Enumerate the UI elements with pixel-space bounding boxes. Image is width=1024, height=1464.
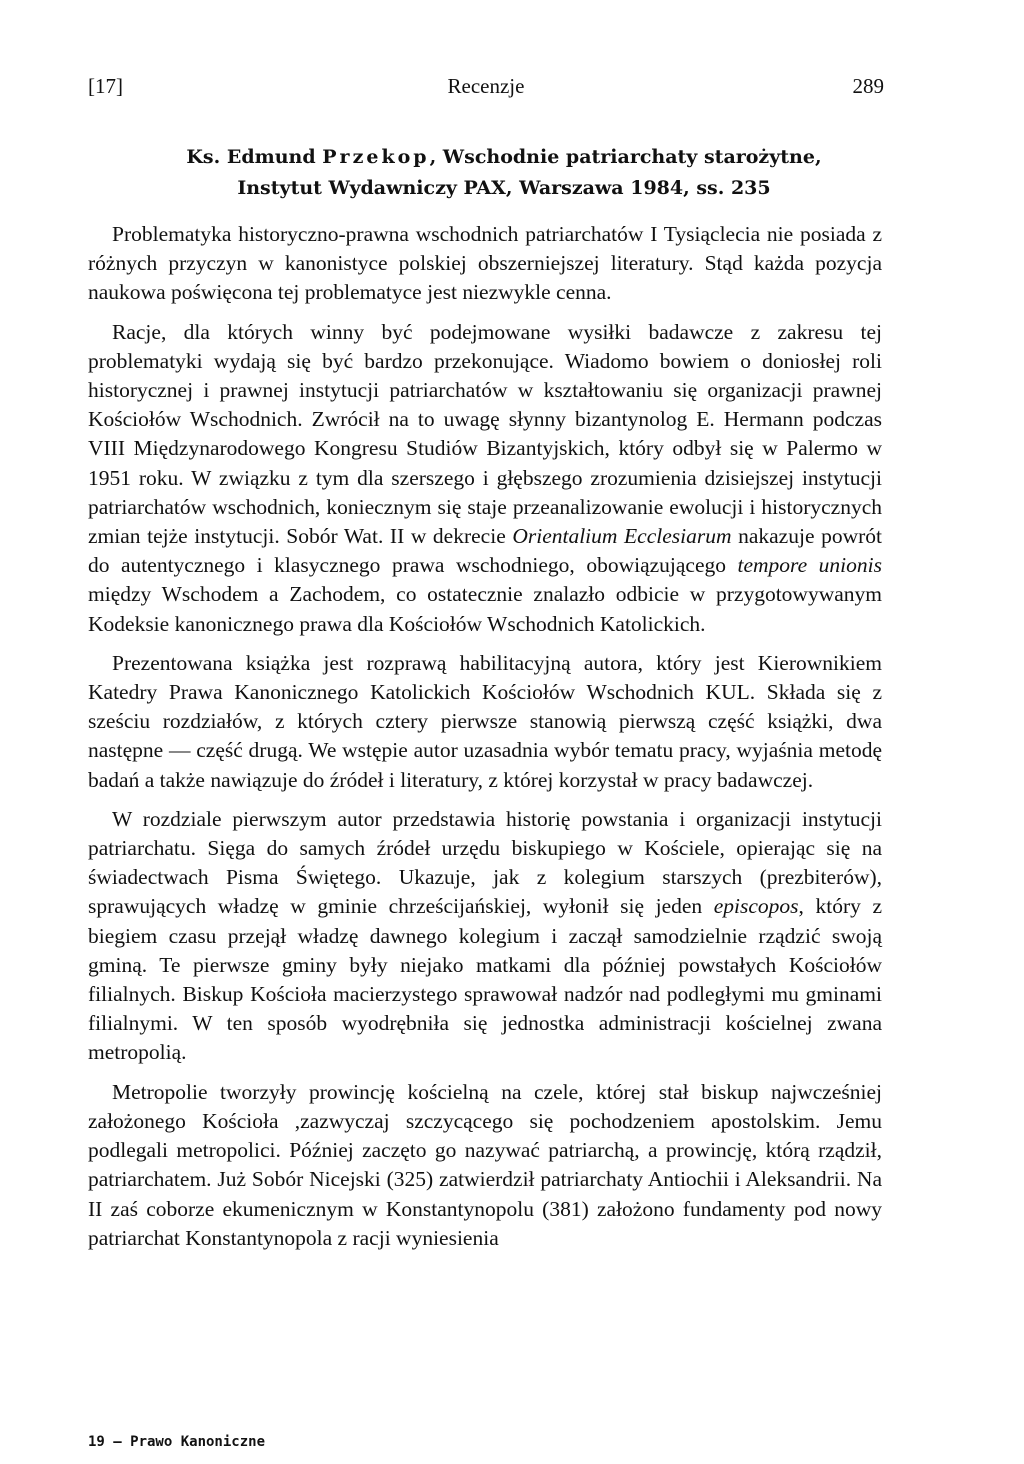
decree-title: Orientalium Ecclesiarum <box>512 524 732 549</box>
paragraph-4-text-a: W rozdziale pierwszym autor przedstawia historię powstania i organizacji instytucji patriarchatu. Sięga do samych źródeł urzędu biskupiego w Kościele, opierając się na świadectwach Pisma Świętego. Ukazuje, jak z kolegium starszych (prezbiterów), sprawujących władzę w gminie chrześcijańskiej, wyłonił się jeden <box>88 806 882 919</box>
paragraph-3: Prezentowana książka jest rozprawą habilitacyjną autora, który jest Kierownikiem Katedry Prawa Kanonicznego Katolickich Kościołów Wschodnich KUL. Składa się z sześciu rozdziałów, z których cztery pierwsze stanowią pierwszą część książki, dwa następne — część drugą. We wstępie autor uzasadnia wybór tematu pracy, wyjaśnia metodę badań a także nawiązuje do źródeł i literatury, z której korzystał w pracy badawczej. <box>88 650 882 792</box>
paragraph-1: Problematyka historyczno-prawna wschodnich patriarchatów I Tysiąclecia nie posiada z różnych przyczyn w kanonistyce polskiej obszerniejszej literatury. Stąd każda pozycja naukowa poświęcona tej problematyce jest niezwykle cenna. <box>88 222 882 305</box>
paragraph-2-text-a: Racje, dla których winny być podejmowane wysiłki badawcze z zakresu tej problematyki wydają się być bardzo przekonujące. Wiadomo bowiem o doniosłej roli historycznej i prawnej instytucji patriarchatów w kształtowaniu się organizacji prawnej Kościołów Wschodnich. Zwrócił na to uwagę słynny bizantynolog E. Hermann podczas VIII Międzynarodowego Kongresu Studiów Bizantyjskich, który odbył się w Palermo w 1951 roku. W związku z tym dla szerszego i głębszego zrozumienia dzisiejszej instytucji patriarchatów wschodnich, koniecznym się staje przeanalizowanie ewolucji i historycznych zmian tejże instytucji. Sobór Wat. II w dekrecie <box>88 319 882 549</box>
paragraph-2 <box>88 318 882 639</box>
paragraph-4-text-b: , który z biegiem czasu przejął władzę dawnego kolegium i zaczął samodzielnie rządzić swoją gminą. Te pierwsze gminy były niejako matkami dla później powstałych Kościołów filialnych. Biskup Kościoła macierzystego sprawował nadzór nad podległymi mu gminami filialnymi. W ten sposób wyodrębniła się jednostka administracji kościelnej zwana metropolią. <box>88 894 883 1065</box>
author-surname: Przekop <box>322 146 430 168</box>
heading-prefix: Ks. Edmund <box>186 146 323 168</box>
paragraph-4 <box>88 805 882 1068</box>
paragraph-5: Metropolie tworzyły prowincję kościelną na czele, której stał biskup najwcześniej założonego Kościoła ,zazwyczaj szczycącego się pochodzeniem apostolskim. Jemu podlegali metropolici. Później zaczęto go nazywać patriarchą, a prowincję, którą rządził, patriarchatem. Już Sobór Nicejski (325) zatwierdził patriarchaty Antiochii i Aleksandrii. Na II zaś coborze ekumenicznym w Konstantynopolu (381) założono fundamenty pod nowy patriarchat Konstantynopola z racji wyniesienia <box>88 1079 882 1250</box>
review-heading <box>104 142 904 204</box>
page-number: 289 <box>852 74 884 98</box>
latin-phrase: tempore unionis <box>737 553 882 578</box>
running-head <box>88 74 884 104</box>
greek-term: episcopos <box>713 894 799 919</box>
paragraph-2-text-b: nakazuje powrót do autentycznego i klasycznego prawa wschodniego, obowiązującego <box>88 524 882 578</box>
heading-publication: Instytut Wydawniczy PAX, Warszawa 1984, ss. 235 <box>237 177 771 199</box>
heading-title-rest: , Wschodnie patriarchaty starożytne, <box>429 146 822 168</box>
section-title: Recenzje <box>447 74 525 98</box>
sheet-signature: 19 — Prawo Kanoniczne <box>88 1434 266 1450</box>
paragraph-2-text-c: między Wschodem a Zachodem, co ostatecznie znalazło odbicie w przygotowywanym Kodeksie kanonicznego prawa dla Kościołów Wschodnich Katolickich. <box>88 582 882 636</box>
review-body <box>88 220 882 1253</box>
section-number: [17] <box>88 74 123 98</box>
